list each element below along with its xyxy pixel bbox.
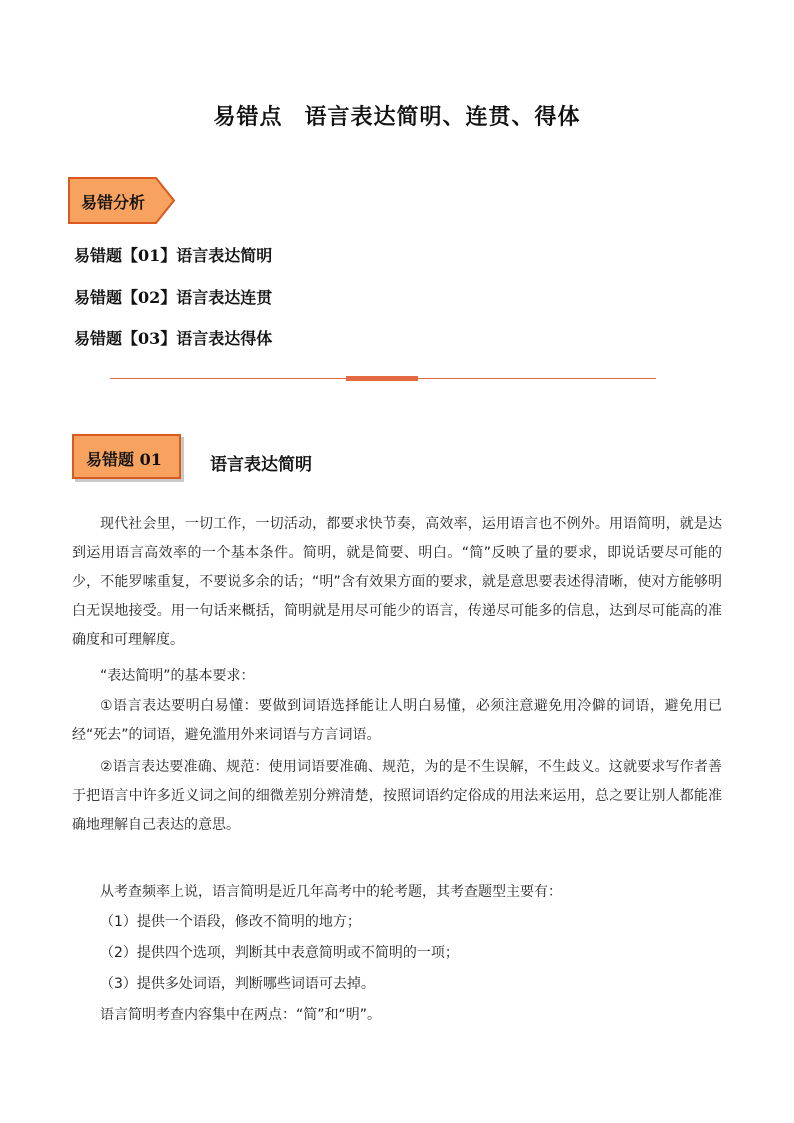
analysis-tag-label: 易错分析 xyxy=(81,193,146,212)
intro-paragraph: 现代社会里，一切工作，一切活动，都要求快节奏，高效率，运用语言也不例外。用语简明，就是达到运用语言高效率的一个基本条件。简明，就是简要、明白。“简”反映了量的要求，即说话要尽可能的少，不能罗嗦重复，不要说多余的话；“明”含有效果方面的要求，就是意思要表述得清晰，使对方能够明白无误地接受。用一句话来概括，简明就是用尽可能少的语言，传递尽可能多的信息，达到尽可能高的准确度和可理解度。 xyxy=(72,516,722,648)
title-part2: 语言表达简明、连贯、得体 xyxy=(304,104,581,130)
toc-item: 易错题【03】语言表达得体 xyxy=(74,329,273,348)
toc-item: 易错题【02】语言表达连贯 xyxy=(74,288,273,307)
requirements-heading: “表达简明”的基本要求： xyxy=(100,668,255,684)
question-type-3: （3）提供多处词语，判断哪些词语可去掉。 xyxy=(100,976,375,992)
question-type-2: （2）提供四个选项，判断其中表意简明或不简明的一项； xyxy=(100,945,459,961)
section-badge xyxy=(72,434,181,479)
section-badge-label: 易错题 01 xyxy=(86,450,162,469)
section-title: 语言表达简明 xyxy=(210,455,312,475)
frequency-text: 从考查频率上说，语言简明是近几年高考中的轮考题，其考查题型主要有： xyxy=(100,884,562,900)
page-title xyxy=(0,100,794,131)
toc-item: 易错题【01】语言表达简明 xyxy=(74,246,273,265)
question-type-1: （1）提供一个语段，修改不简明的地方； xyxy=(100,914,361,930)
analysis-tag xyxy=(68,177,175,224)
title-part1: 易错点 xyxy=(213,104,283,130)
requirement-2: ②语言表达要准确、规范：使用词语要准确、规范，为的是不生误解，不生歧义。这就要求写作者善于把语言中许多近义词之间的细微差别分辨清楚，按照词语约定俗成的用法来运用，总之要让别人都能准确地理解自己表达的意思。 xyxy=(72,759,722,833)
focus-text: 语言简明考查内容集中在两点：“简”和“明”。 xyxy=(100,1007,382,1023)
section-divider-accent xyxy=(346,376,418,381)
requirement-1: ①语言表达要明白易懂：要做到词语选择能让人明白易懂，必须注意避免用冷僻的词语，避免用已经“死去”的词语，避免滥用外来词语与方言词语。 xyxy=(72,698,722,743)
